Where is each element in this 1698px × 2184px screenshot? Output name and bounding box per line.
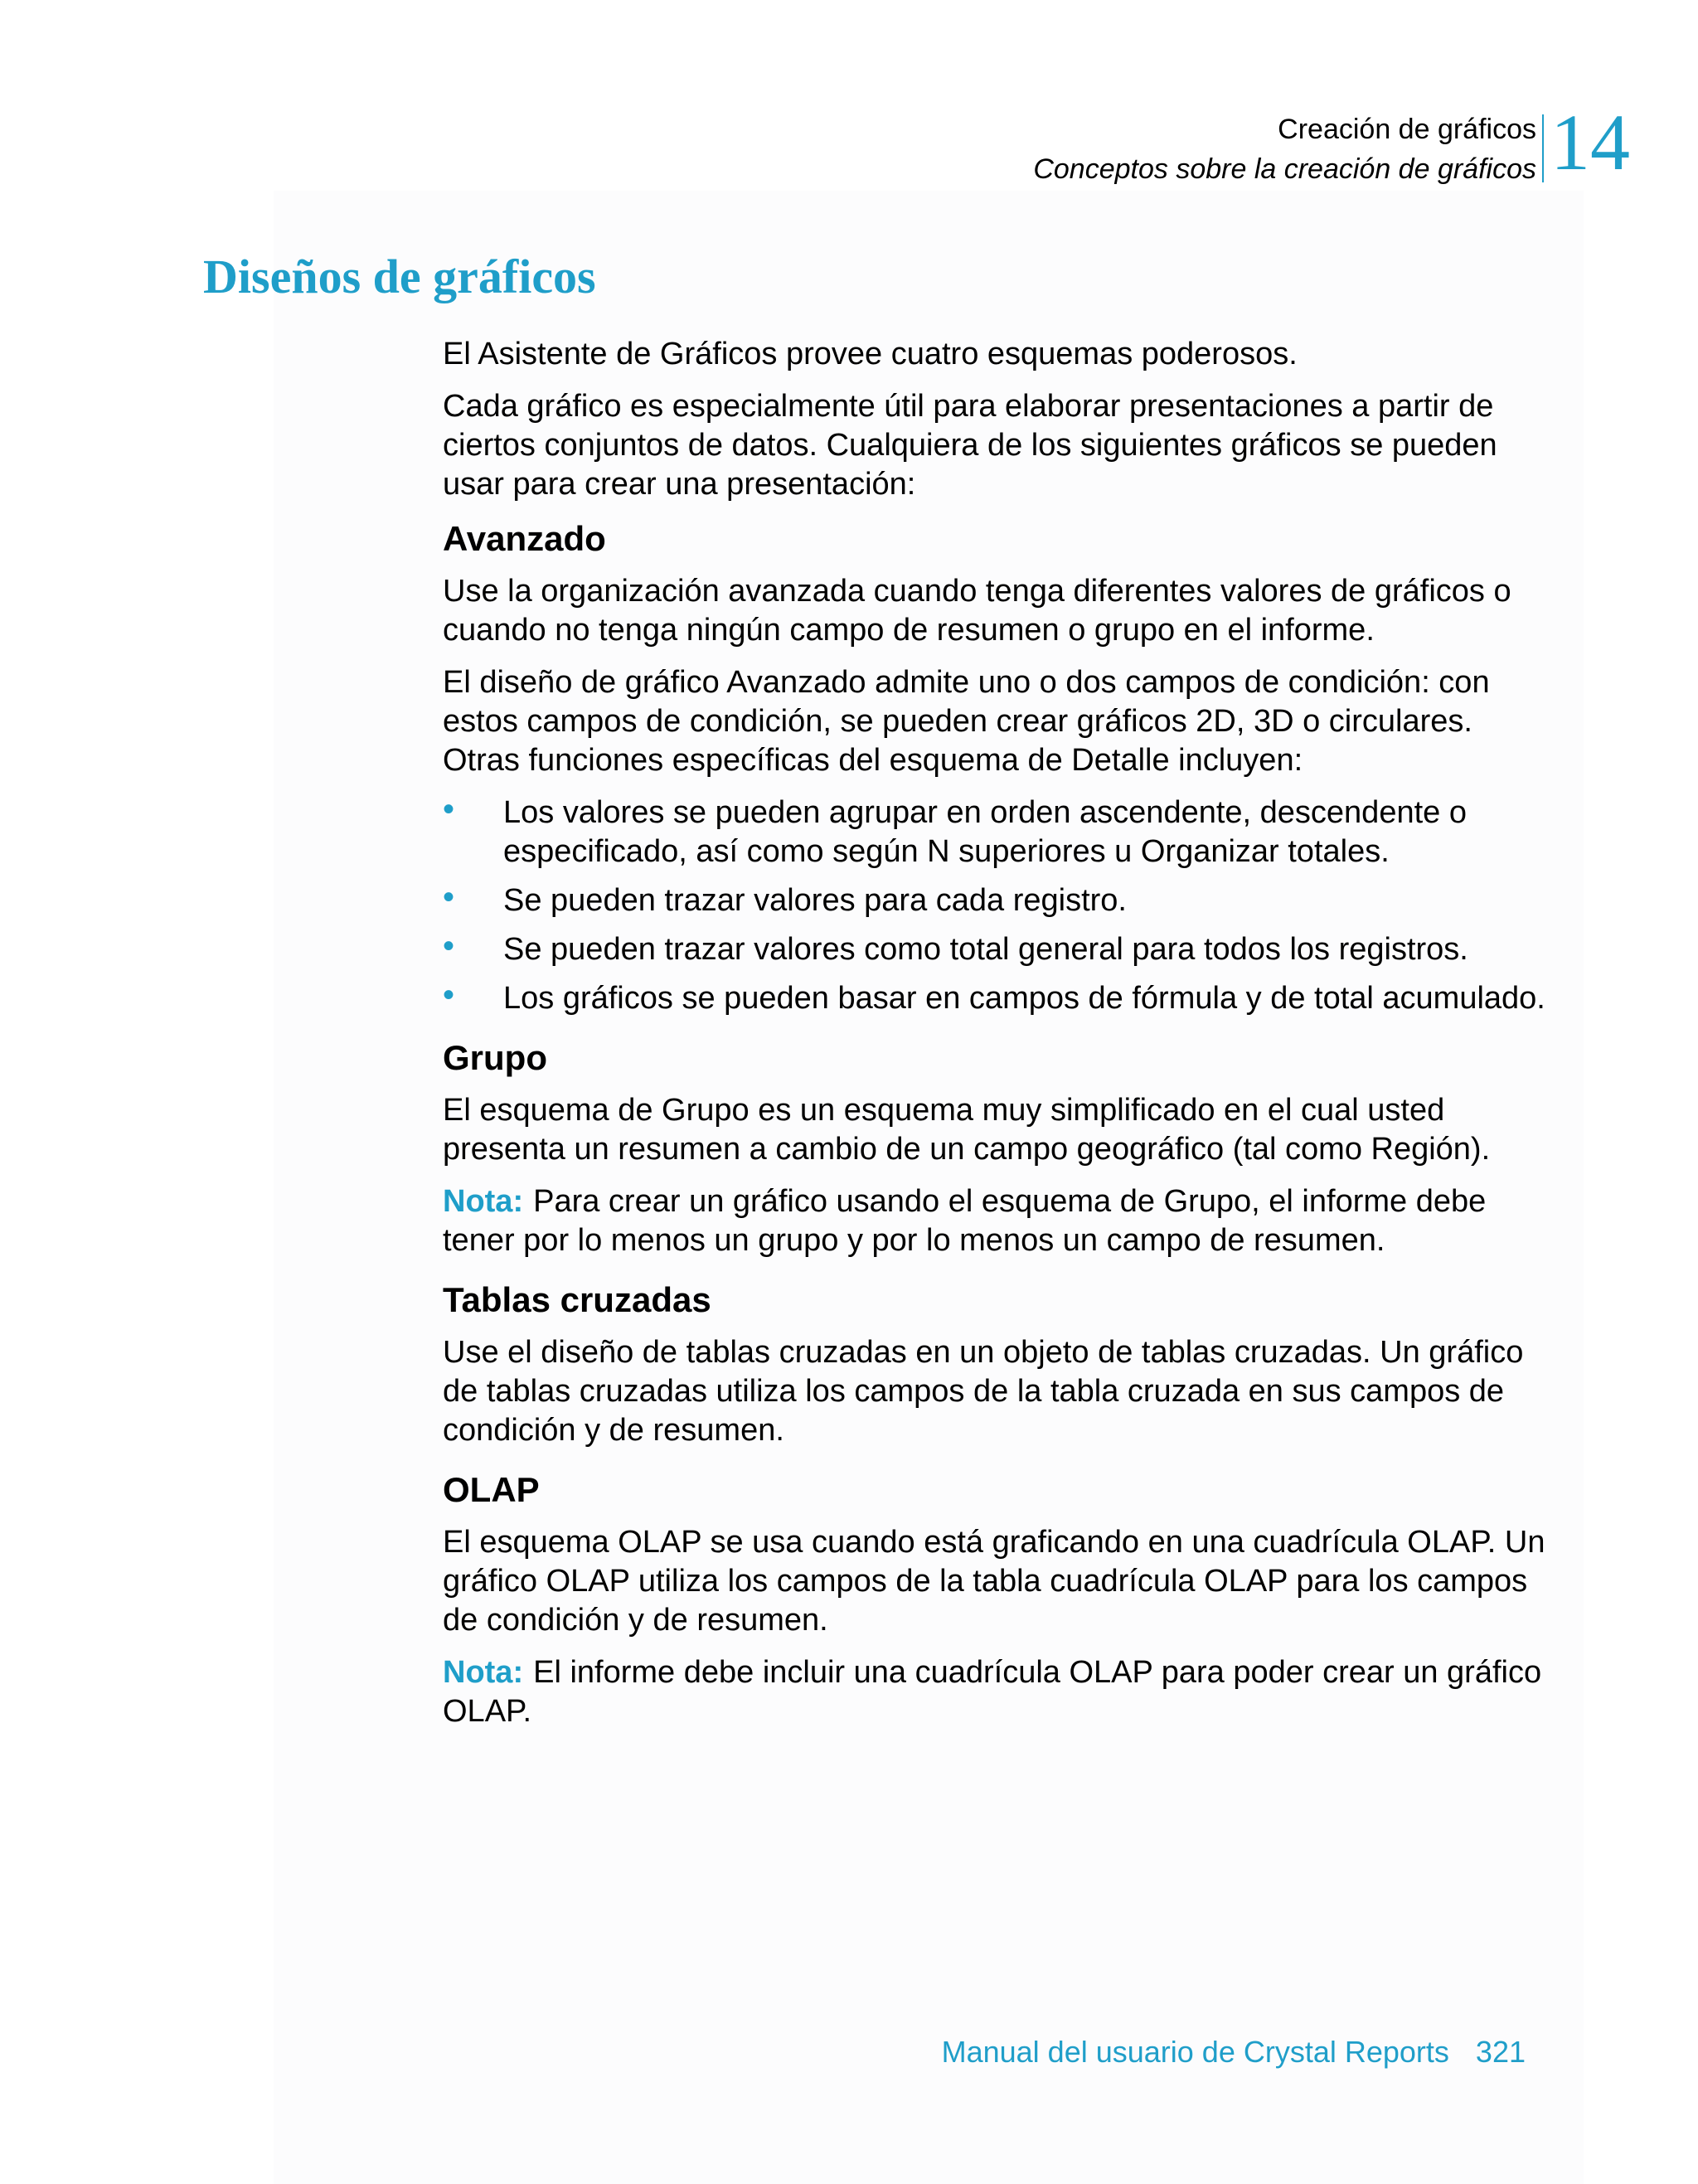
tablas-paragraph: Use el diseño de tablas cruzadas en un objeto de tablas cruzadas. Un gráfico de tablas cruzadas utiliza los campos de la tabla cruzada en sus campos de condición y de resumen.	[443, 1335, 1524, 1448]
list-item	[443, 979, 1545, 1018]
grupo-paragraph: El esquema de Grupo es un esquema muy simplificado en el cual usted presenta un resumen a cambio de un campo geográfico (tal como Región).	[443, 1093, 1491, 1167]
note-label: Nota:	[443, 1655, 524, 1690]
list-item-text: Se pueden trazar valores para cada registro.	[503, 883, 1127, 918]
bullet-icon: •	[443, 977, 455, 1013]
list-item-text: Los valores se pueden agrupar en orden ascendente, descendente o especificado, así como según N superiores u Organizar totales.	[503, 795, 1467, 869]
list-item-text: Se pueden trazar valores como total general para todos los registros.	[503, 932, 1468, 967]
intro-paragraph: El Asistente de Gráficos provee cuatro esquemas poderosos.	[443, 337, 1298, 371]
list-item	[443, 791, 1545, 871]
body-content	[443, 335, 1545, 1745]
list-item	[443, 881, 1545, 920]
intro-paragraph: Cada gráfico es especialmente útil para elaborar presentaciones a partir de ciertos conjuntos de datos. Cualquiera de los siguientes gráficos se pueden usar para crear una presentación:	[443, 389, 1497, 502]
list-item	[443, 930, 1545, 969]
section-heading-avanzado: Avanzado	[443, 519, 606, 558]
page-title: Diseños de gráficos	[203, 250, 596, 303]
section-heading-olap: OLAP	[443, 1470, 540, 1509]
page-number: 321	[1475, 2035, 1526, 2069]
section-heading-tablas-cruzadas: Tablas cruzadas	[443, 1280, 711, 1319]
avanzado-bullet-list	[443, 791, 1545, 1018]
note-text: Para crear un gráfico usando el esquema de Grupo, el informe debe tener por lo menos un grupo y por lo menos un campo de resumen.	[443, 1184, 1487, 1258]
bullet-icon: •	[443, 791, 455, 827]
note-text: El informe debe incluir una cuadrícula OLAP para poder crear un gráfico OLAP.	[443, 1655, 1542, 1729]
header-divider	[1542, 114, 1544, 182]
list-item-text: Los gráficos se pueden basar en campos de fórmula y de total acumulado.	[503, 981, 1545, 1016]
note-label: Nota:	[443, 1184, 524, 1219]
page-footer	[942, 2033, 1526, 2071]
bullet-icon: •	[443, 928, 455, 964]
chapter-number: 14	[1550, 98, 1630, 187]
olap-paragraph: El esquema OLAP se usa cuando está graficando en una cuadrícula OLAP. Un gráfico OLAP utiliza los campos de la tabla cuadrícula OLAP para los campos de condición y de resumen.	[443, 1525, 1545, 1638]
footer-manual-title: Manual del usuario de Crystal Reports	[941, 2035, 1449, 2069]
header-section-title: Conceptos sobre la creación de gráficos	[1033, 153, 1536, 185]
bullet-icon: •	[443, 879, 455, 915]
section-heading-grupo: Grupo	[443, 1038, 547, 1077]
grupo-note	[443, 1182, 1545, 1260]
running-header	[1033, 109, 1536, 189]
avanzado-paragraph: El diseño de gráfico Avanzado admite uno o dos campos de condición: con estos campos de condición, se pueden crear gráficos 2D, 3D o circulares. Otras funciones específicas del esquema de Detalle incluyen:	[443, 665, 1490, 778]
avanzado-paragraph: Use la organización avanzada cuando tenga diferentes valores de gráficos o cuando no tenga ningún campo de resumen o grupo en el informe.	[443, 574, 1511, 648]
header-chapter-title: Creación de gráficos	[1278, 114, 1536, 145]
olap-note	[443, 1653, 1545, 1731]
